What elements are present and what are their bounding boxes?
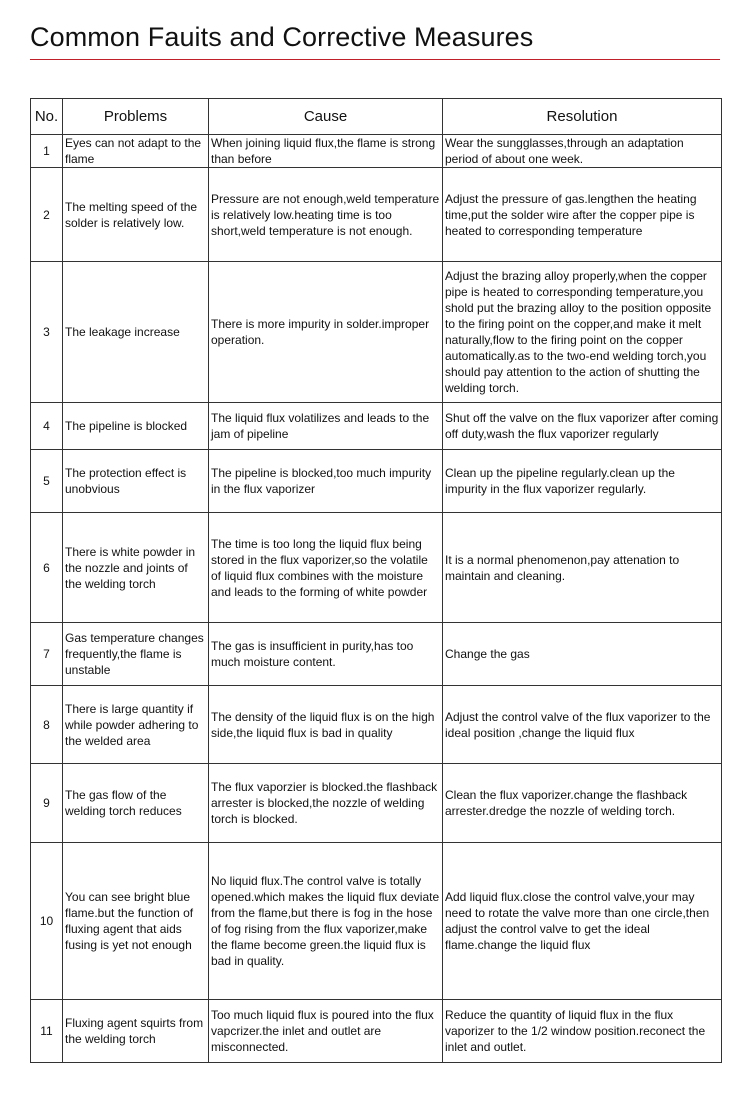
- table-row: [31, 1000, 722, 1063]
- row-number: 9: [31, 764, 63, 843]
- row-resolution: It is a normal phenomenon,pay attenation to maintain and cleaning.: [443, 513, 722, 623]
- row-number: 7: [31, 623, 63, 686]
- table-row: [31, 764, 722, 843]
- row-cause: No liquid flux.The control valve is totally opened.which makes the liquid flux deviate from the flame,but there is fog in the hose of fog rising from the flux vaporizer,make the flame become green.the liquid flux is bad in quality.: [209, 843, 443, 1000]
- row-problem: The protection effect is unobvious: [63, 450, 209, 513]
- header-resolution: Resolution: [443, 99, 722, 135]
- table-header-row: [31, 99, 722, 135]
- row-cause: The density of the liquid flux is on the high side,the liquid flux is bad in quality: [209, 686, 443, 764]
- title-divider: [30, 59, 720, 60]
- row-cause: The pipeline is blocked,too much impurity in the flux vaporizer: [209, 450, 443, 513]
- row-problem: The leakage increase: [63, 262, 209, 403]
- header-problems: Problems: [63, 99, 209, 135]
- row-cause: The gas is insufficient in purity,has too much moisture content.: [209, 623, 443, 686]
- row-number: 11: [31, 1000, 63, 1063]
- row-cause: When joining liquid flux,the flame is strong than before: [209, 135, 443, 168]
- page-title: Common Fauits and Corrective Measures: [30, 22, 534, 52]
- table-row: [31, 168, 722, 262]
- row-resolution: Adjust the brazing alloy properly,when the copper pipe is heated to corresponding temperature,you shold put the brazing alloy to the position opposite to the firing point on the copper,and make it melt naturally,flow to the firing point on the copper automatically.as to the two-end welding torch,you should pay attention to the action of shutting the welding torch.: [443, 262, 722, 403]
- header-cause: Cause: [209, 99, 443, 135]
- table-row: [31, 686, 722, 764]
- row-resolution: Adjust the control valve of the flux vaporizer to the ideal position ,change the liquid flux: [443, 686, 722, 764]
- row-number: 3: [31, 262, 63, 403]
- row-number: 4: [31, 403, 63, 450]
- row-resolution: Clean up the pipeline regularly.clean up the impurity in the flux vaporizer regularly.: [443, 450, 722, 513]
- row-resolution: Adjust the pressure of gas.lengthen the heating time,put the solder wire after the copper pipe is heated to corresponding temperature: [443, 168, 722, 262]
- row-resolution: Shut off the valve on the flux vaporizer after coming off duty,wash the flux vaporizer regularly: [443, 403, 722, 450]
- row-problem: The pipeline is blocked: [63, 403, 209, 450]
- row-resolution: Clean the flux vaporizer.change the flashback arrester.dredge the nozzle of welding torch.: [443, 764, 722, 843]
- row-number: 1: [31, 135, 63, 168]
- row-number: 2: [31, 168, 63, 262]
- faults-table: [30, 98, 722, 1063]
- row-cause: There is more impurity in solder.improper operation.: [209, 262, 443, 403]
- row-cause: The time is too long the liquid flux being stored in the flux vaporizer,so the volatile of liquid flux combines with the moisture and leads to the forming of white powder: [209, 513, 443, 623]
- row-cause: Too much liquid flux is poured into the flux vapcrizer.the inlet and outlet are misconnected.: [209, 1000, 443, 1063]
- row-problem: Fluxing agent squirts from the welding torch: [63, 1000, 209, 1063]
- row-problem: There is white powder in the nozzle and joints of the welding torch: [63, 513, 209, 623]
- table-row: [31, 135, 722, 168]
- table-row: [31, 513, 722, 623]
- row-resolution: Reduce the quantity of liquid flux in the flux vaporizer to the 1/2 window position.reconect the inlet and outlet.: [443, 1000, 722, 1063]
- table-row: [31, 262, 722, 403]
- table-row: [31, 623, 722, 686]
- table-row: [31, 843, 722, 1000]
- row-number: 10: [31, 843, 63, 1000]
- row-cause: Pressure are not enough,weld temperature is relatively low.heating time is too short,weld temperature is not enough.: [209, 168, 443, 262]
- row-problem: Gas temperature changes frequently,the flame is unstable: [63, 623, 209, 686]
- row-problem: The melting speed of the solder is relatively low.: [63, 168, 209, 262]
- table-row: [31, 450, 722, 513]
- row-number: 8: [31, 686, 63, 764]
- table-row: [31, 403, 722, 450]
- row-cause: The liquid flux volatilizes and leads to the jam of pipeline: [209, 403, 443, 450]
- row-problem: Eyes can not adapt to the flame: [63, 135, 209, 168]
- row-resolution: Change the gas: [443, 623, 722, 686]
- row-problem: The gas flow of the welding torch reduces: [63, 764, 209, 843]
- row-number: 5: [31, 450, 63, 513]
- row-resolution: Add liquid flux.close the control valve,your may need to rotate the valve more than one circle,then adjust the control valve to get the ideal flame.change the liquid flux: [443, 843, 722, 1000]
- header-no: No.: [31, 99, 63, 135]
- row-problem: You can see bright blue flame.but the function of fluxing agent that aids fusing is yet not enough: [63, 843, 209, 1000]
- row-problem: There is large quantity if while powder adhering to the welded area: [63, 686, 209, 764]
- row-resolution: Wear the sungglasses,through an adaptation period of about one week.: [443, 135, 722, 168]
- row-cause: The flux vaporzier is blocked.the flashback arrester is blocked,the nozzle of welding torch is blocked.: [209, 764, 443, 843]
- row-number: 6: [31, 513, 63, 623]
